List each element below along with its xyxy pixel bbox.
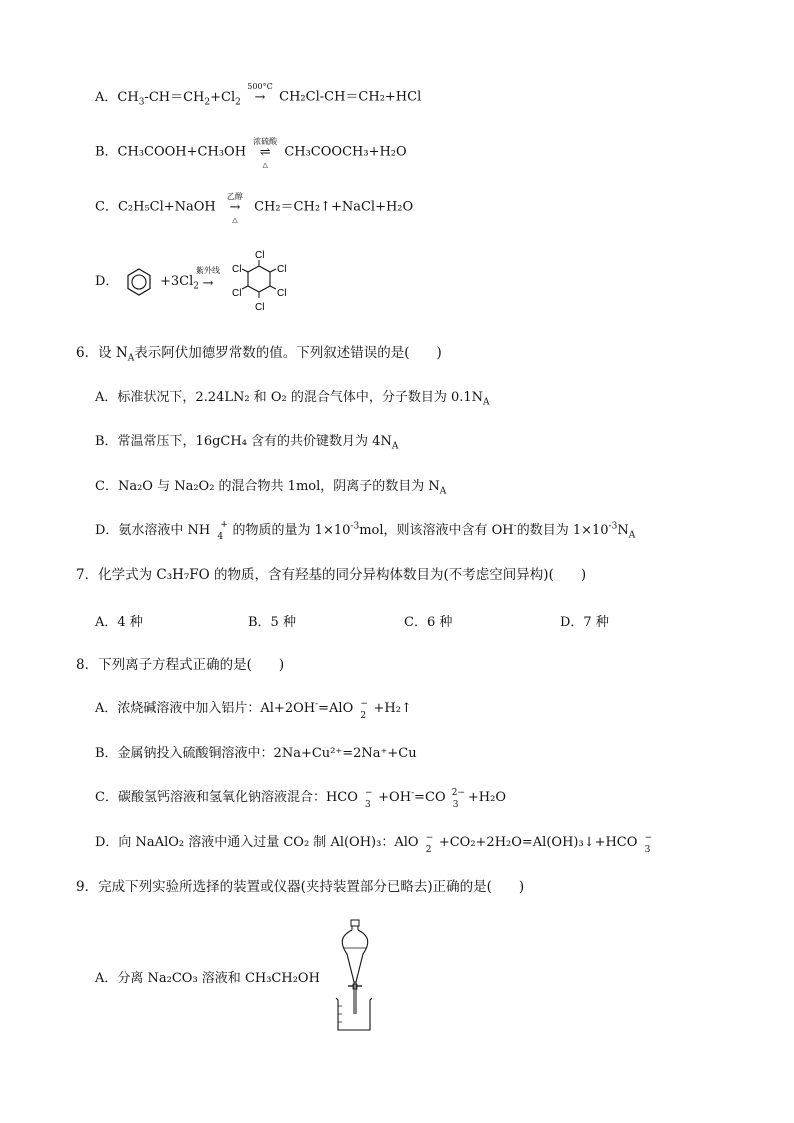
option-5b-left: B．CH₃COOH+CH₃OH (95, 144, 247, 160)
option-5a-right: CH₂Cl-CH＝CH₂+HCl (279, 89, 422, 105)
option-5d (95, 273, 118, 291)
option-5a-left: A．$CH_3-CH=CH_2+Cl_2$ (95, 89, 241, 108)
reaction-condition: 紫外线 (196, 266, 220, 275)
option-5d-label: D． (95, 274, 119, 289)
reaction-arrow (245, 82, 275, 106)
option-6c: C．Na₂O 与 Na₂O₂ 的混合物共 1mol，阴离子的数目为 $N_A$ (95, 479, 447, 497)
option-7a: A．4 种 (95, 615, 143, 630)
option-5c-left: C．C₂H₅Cl+NaOH (95, 199, 216, 215)
cl-label: Cl (255, 250, 265, 261)
option-5d-mid: $+3Cl_2$ (160, 274, 200, 292)
heat-symbol: △ (232, 216, 238, 224)
hexachlorocyclohexane-structure (228, 248, 294, 316)
option-7d: D．7 种 (560, 615, 609, 630)
arrow-icon: → (229, 200, 241, 215)
equilibrium-arrow-icon: ⇌ (259, 145, 271, 160)
option-6b: B．常温常压下，16gCH₄ 含有的共价键数月为 $4N_A$ (95, 434, 399, 452)
option-8a: A．浓烧碱溶液中加入铝片：Al+2OH-=AlO − 2 +H₂↑ (95, 699, 412, 721)
ion-charge: 2− 3 (451, 788, 466, 810)
option-5b-right: CH₃COOCH₃+H₂O (284, 144, 407, 160)
ion-charge: − 2 (360, 699, 368, 721)
reaction-arrow (220, 192, 250, 224)
arrow-icon: → (254, 90, 266, 105)
separatory-funnel-diagram (330, 918, 380, 1036)
option-5a (95, 82, 422, 108)
option-5b (95, 137, 407, 169)
option-9a: A．分离 Na₂CO₃ 溶液和 CH₃CH₂OH (95, 971, 320, 986)
option-8c: C．碳酸氢钙溶液和氢氧化钠溶液混合：HCO − 3 +OH-=CO 2− 3 +H₂O (95, 788, 506, 810)
reaction-arrow (193, 266, 223, 293)
ion-charge: − 2 (425, 833, 434, 855)
question-6-stem: 6．设 $N_A$表示阿伏加德罗常数的值。下列叙述错误的是( ) (76, 345, 442, 364)
ion-charge: − 3 (644, 833, 653, 855)
question-8-stem: 8．下列离子方程式正确的是( ) (76, 657, 285, 673)
ion-charge: + 4 (217, 520, 228, 542)
option-7c: C．6 种 (404, 615, 453, 630)
reaction-condition: 浓硫酸 (253, 137, 278, 146)
arrow-icon: → (202, 276, 214, 291)
option-5c-right: CH₂＝CH₂↑+NaCl+H₂O (254, 199, 414, 215)
option-5c (95, 192, 414, 224)
option-6d: D．氨水溶液中 NH + 4 的物质的量为 $1\times 10^{-3}mol$，则该溶液中含有 OH-的数目为 $1\times 10^{-3}N_A$ (95, 520, 636, 542)
heat-symbol: △ (262, 161, 268, 169)
cl-label: Cl (277, 264, 287, 275)
question-9-stem: 9．完成下列实验所选择的装置或仪器(夹持装置部分已略去)正确的是( ) (76, 879, 525, 895)
reaction-condition: 500°C (247, 82, 273, 91)
benzene-ring-icon (124, 267, 154, 297)
reaction-condition: 乙醇 (226, 192, 243, 201)
cl-label: Cl (277, 288, 287, 299)
option-7b: B．5 种 (248, 615, 296, 630)
option-6a: A．标准状况下，2.24LN₂ 和 O₂ 的混合气体中，分子数目为 $0.1N_A$ (95, 390, 490, 408)
option-8b: B．金属钠投入硫酸铜溶液中：2Na+Cu²⁺=2Na⁺+Cu (95, 746, 417, 761)
cl-label: Cl (232, 288, 242, 299)
ion-charge: − 3 (365, 788, 373, 810)
cl-label: Cl (232, 264, 242, 275)
reaction-arrow (250, 137, 280, 169)
option-8d: D．向 NaAlO₂ 溶液中通入过量 CO₂ 制 Al(OH)₃：AlO − 2 +CO₂+2H₂O=Al(OH)₃↓+HCO − 3 (95, 833, 653, 855)
question-7-stem: 7．化学式为 C₃H₇FO 的物质，含有羟基的同分异构体数目为(不考虑空间异构)( ) (76, 567, 587, 583)
cl-label: Cl (255, 302, 265, 313)
